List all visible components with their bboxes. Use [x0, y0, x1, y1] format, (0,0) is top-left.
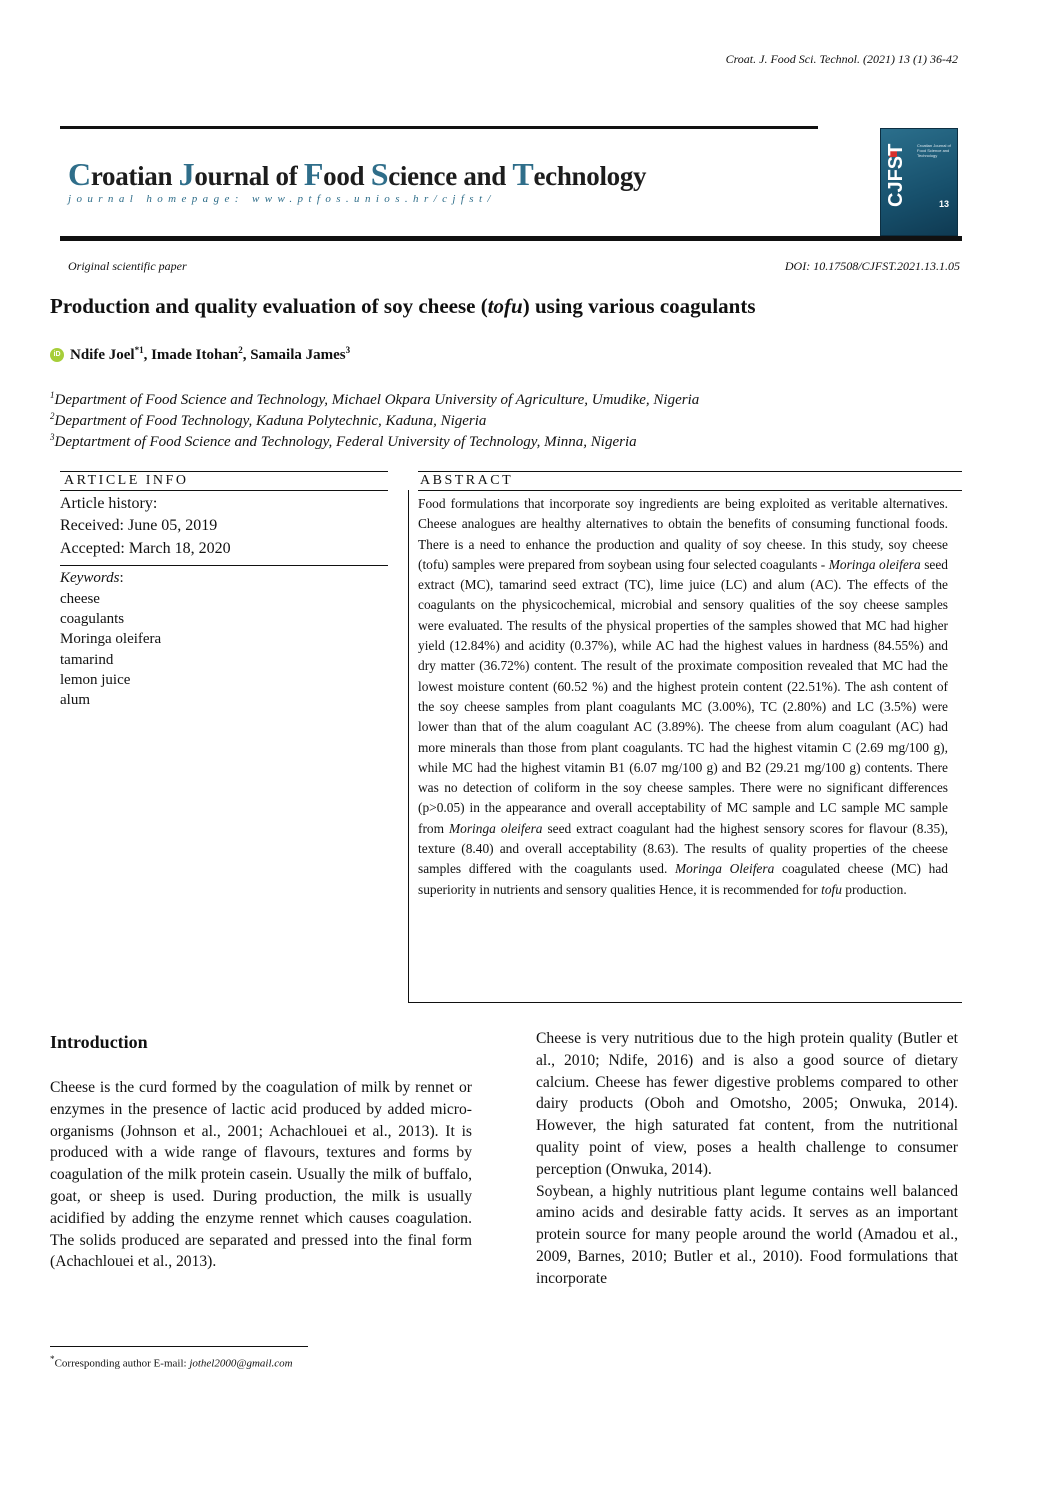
body-paragraph: Soybean, a highly nutritious plant legume contains well balanced amino acids and desirable fatty acids. It serves as an important protein source for many people around the world (Amadou et al., 2009, Barnes, 2010; Butler et al., 2010). Food formulations that incorporate [536, 1182, 958, 1287]
orcid-icon[interactable]: iD [50, 348, 64, 362]
accepted-date: Accepted: March 18, 2020 [60, 540, 231, 557]
abstract-mid-rule [418, 490, 962, 491]
journal-cover-image [880, 128, 958, 236]
header-rule [60, 126, 818, 129]
paper-type: Original scientific paper [68, 259, 187, 273]
corresponding-email[interactable]: jothel2000@gmail.com [189, 1357, 293, 1370]
cover-logo: CJFST [885, 143, 907, 207]
abstract-seg: Food formulations that incorporate soy ingredients are being exploited as veritable alternatives. Cheese analogues are healthy alternatives to obtain the benefits of consuming functional foods. There is a need to enhance the production and quality of soy cheese. In this study, soy cheese (tofu) samples were prepared from soybean using four selected coagulants - [418, 496, 948, 572]
header-thick-rule [60, 236, 962, 241]
abstract-seg-italic: Moringa oleifera [449, 820, 543, 836]
footnote [50, 1354, 293, 1370]
keywords-label: Keywords: [60, 570, 124, 586]
abstract-top-rule [418, 471, 962, 472]
journal-title-rest-3: ood [323, 161, 371, 191]
footnote-mark: * [50, 1354, 55, 1364]
title-part-2: ) using various coagulants [522, 294, 756, 318]
affiliation [50, 390, 699, 409]
received-date: Received: June 05, 2019 [60, 517, 218, 534]
title-part-italic: tofu [487, 294, 523, 318]
article-info-heading: ARTICLE INFO [64, 473, 189, 488]
author-name: , Imade Itohan [143, 347, 239, 363]
affiliation-sup: 2 [50, 411, 55, 421]
body-paragraph: Cheese is the curd formed by the coagulation of milk by rennet or enzymes in the presence of lactic acid produced by added micro-organisms (Johnson et al., 2001; Achachlouei et al., 2013). It is produced with a wide range of flavours, textures and forms by coagulation of the milk protein casein. Usually the milk of buffalo, goat, or sheep is used. During production, the milk is usually acidified by adding the enzyme rennet which causes coagulation. The solids produced are separated and pressed into the final form (Achachlouei et al., 2013). [50, 1079, 472, 1271]
body-paragraph: Cheese is very nutritious due to the high protein quality (Butler et al., 2010; Ndife, 2016) and is also a good source of dietary calcium. Cheese has fewer digestive problems compared to other dairy products (Oboh and Omotsho, 2005; Onwuka, 2014). However, the high saturated fat content, from the nutritional quality point of view, poses a health challenge to consumer perception (Onwuka, 2014). [536, 1030, 958, 1178]
journal-title-rest-5: echnology [533, 161, 647, 191]
affiliation-text: Deptartment of Food Science and Technology, Federal University of Technology, Minna, Nigeria [54, 434, 637, 450]
author-list [50, 345, 350, 364]
body-column-right [536, 1028, 958, 1290]
title-part-1: Production and quality evaluation of soy cheese ( [50, 294, 488, 318]
journal-title-cap-5: T [512, 156, 534, 192]
journal-title [68, 156, 646, 193]
abstract-paragraph [418, 494, 948, 900]
author-name: Ndife Joel [70, 347, 135, 363]
author-name: , Samaila James [242, 347, 346, 363]
affiliation-text: Department of Food Technology, Kaduna Polytechnic, Kaduna, Nigeria [54, 413, 487, 429]
abstract-seg: production. [841, 881, 907, 897]
journal-title-rest-1: roatian [90, 161, 179, 191]
journal-homepage-link[interactable]: journal homepage: www.ptfos.unios.hr/cjfst/ [68, 193, 496, 205]
article-info-mid-rule [60, 490, 388, 491]
body-column-left [50, 1077, 472, 1273]
doi[interactable]: DOI: 10.17508/CJFST.2021.13.1.05 [784, 259, 960, 273]
article-history-label: Article history: [60, 495, 158, 512]
cover-text: Croatian Journal of Food Science and Technology [917, 143, 951, 158]
abstract-seg-italic: Moringa oleifera [828, 556, 921, 572]
journal-title-cap-2: J [178, 156, 195, 192]
keyword: coagulants [60, 611, 125, 627]
journal-title-cap-3: F [303, 156, 324, 192]
footnote-rule [50, 1346, 308, 1347]
section-heading-introduction: Introduction [50, 1032, 148, 1052]
affiliation-sup: 3 [50, 432, 55, 442]
author-sup: 2 [238, 345, 243, 355]
keyword: cheese [60, 591, 100, 607]
abstract-seg-italic: Moringa Oleifera [675, 861, 775, 877]
journal-title-cap-1: C [68, 156, 91, 192]
abstract-text [418, 494, 948, 900]
author-line [70, 345, 350, 364]
abstract-seg-italic: tofu [821, 881, 842, 897]
abstract-heading: ABSTRACT [420, 473, 514, 488]
abstract-bottom-rule [408, 1002, 962, 1003]
abstract-seg: seed extract (MC), tamarind seed extract (TC), lime juice (LC) and alum (AC). The effects of the coagulants on the physicochemical, microbial and sensory qualities of the soy cheese samples were evaluated. The results of the physical properties of the samples showed that MC had higher yield (12.84%) and acidity (0.37%), while AC had the highest values in hardness (84.55%) and dry matter (36.72%) content. The result of the proximate composition revealed that MC had the lowest moisture content (60.52 %) and the highest protein content (22.51%). The ash content of the soy cheese samples from plant coagulants MC (3.00%), TC (2.80%) and LC (3.5%) were lower than that of the alum coagulant AC (3.89%). The cheese from alum coagulant (AC) had more minerals than those from plant coagulants. TC had the highest vitamin C (2.69 mg/100 g), while MC had the highest vitamin B1 (6.07 mg/100 g) and B2 (29.21 mg/100 g) contents. There was no detection of coliform in the soy cheese samples. There were no significant differences (p>0.05) in the appearance and overall acceptability of MC sample and LC sample MC sample from [418, 556, 948, 836]
keyword: tamarind [60, 652, 114, 668]
affiliation [50, 411, 486, 430]
author-sup: *1 [134, 345, 144, 355]
journal-title-rest-2: ournal of [194, 161, 304, 191]
affiliation-text: Department of Food Science and Technology, Michael Okpara University of Agriculture, Umudike, Nigeria [54, 392, 700, 408]
abstract-seg: seed extract coagulant had the highest sensory scores for flavour (8.35), texture (8.40) and overall acceptability (8.63). The results of quality properties of the cheese samples differed with the coagulants used. [418, 820, 948, 877]
abstract-left-rule [408, 490, 409, 1003]
article-info-top-rule [60, 471, 388, 472]
keywords-label-text: Keywords [60, 570, 120, 586]
journal-title-rest-4: cience and [388, 161, 513, 191]
keyword: alum [60, 692, 90, 708]
journal-citation: Croat. J. Food Sci. Technol. (2021) 13 (1) 36-42 [725, 52, 958, 66]
footnote-label: Corresponding author E-mail: [54, 1357, 190, 1370]
author-sup: 3 [345, 345, 351, 355]
keywords-rule [60, 565, 388, 566]
journal-title-cap-4: S [370, 156, 389, 192]
abstract-seg: coagulated cheese (MC) had superiority in nutrients and sensory qualities Hence, it is recommended for [418, 861, 948, 897]
paper-title [50, 294, 756, 319]
keyword: lemon juice [60, 672, 131, 688]
affiliation-sup: 1 [50, 390, 55, 400]
cover-number: 13 [939, 199, 950, 209]
affiliation [50, 432, 637, 451]
keyword: Moringa oleifera [60, 631, 162, 647]
